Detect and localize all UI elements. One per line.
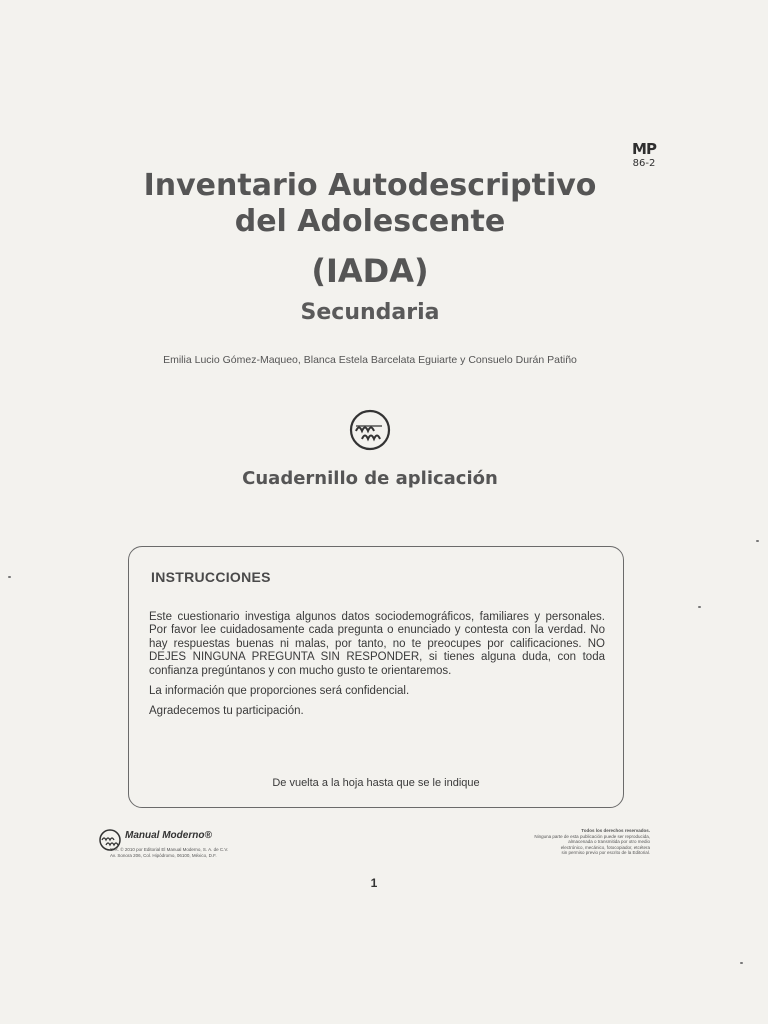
instructions-box	[128, 546, 624, 808]
title-line-2: del Adolescente	[234, 204, 506, 239]
scan-speck	[740, 962, 743, 964]
rights-line: Ninguna parte de esta publicación puede ser reproducida,	[534, 833, 650, 839]
publisher-copyright: D.R. © 2010 por Editorial El Manual Moderno, S. A. de C.V.	[110, 847, 229, 852]
scan-speck	[698, 606, 701, 608]
catalog-code	[624, 140, 664, 170]
catalog-mark: MP	[632, 140, 656, 158]
scan-speck	[756, 540, 759, 542]
rights-line: sin permiso previo por escrito de la Editorial.	[561, 850, 650, 855]
title-line-1: Inventario Autodescriptivo	[143, 168, 597, 203]
publisher-name: Manual Moderno®	[125, 830, 212, 841]
turn-page-note: De vuelta a la hoja hasta que se le indique	[272, 777, 480, 789]
school-level: Secundaria	[300, 300, 440, 325]
rights-notice	[480, 828, 650, 856]
catalog-number: 86-2	[632, 158, 656, 169]
publisher-logo-icon	[348, 408, 392, 452]
publisher-address: Av. Sonora 206, Col. Hipódromo, 06100, México, D.F.	[110, 853, 217, 858]
booklet-title: Cuadernillo de aplicación	[242, 468, 498, 489]
title-acronym: (IADA)	[311, 252, 429, 290]
instructions-paragraph: Este cuestionario investiga algunos datos sociodemográficos, familiares y personales. Por favor lee cuidadosamente cada pregunta o enunciado y contesta con la verdad. No hay respuestas buenas ni malas, por tanto, no te preocupes por calificaciones. NO DEJES NINGUNA PREGUNTA SIN RESPONDER, si tienes alguna duda, con toda confianza pregúntanos y con mucho gusto te orientaremos.	[149, 611, 605, 677]
thanks-note: Agradecemos tu participación.	[149, 705, 304, 718]
confidentiality-note: La información que proporciones será confidencial.	[149, 685, 410, 698]
scan-speck	[8, 576, 11, 578]
page-number: 1	[370, 876, 378, 890]
rights-line: almacenada o transmitida por otro medio	[568, 839, 650, 844]
instructions-heading: INSTRUCCIONES	[151, 569, 271, 585]
document-title	[120, 168, 620, 240]
authors: Emilia Lucio Gómez-Maqueo, Blanca Estela Barcelata Eguiarte y Consuelo Durán Patiño	[163, 354, 577, 366]
instructions-body	[149, 611, 605, 726]
rights-line: Todos los derechos reservados.	[581, 828, 650, 833]
rights-line: electrónico, mecánico, fotocopiador, etcétera	[560, 844, 650, 850]
